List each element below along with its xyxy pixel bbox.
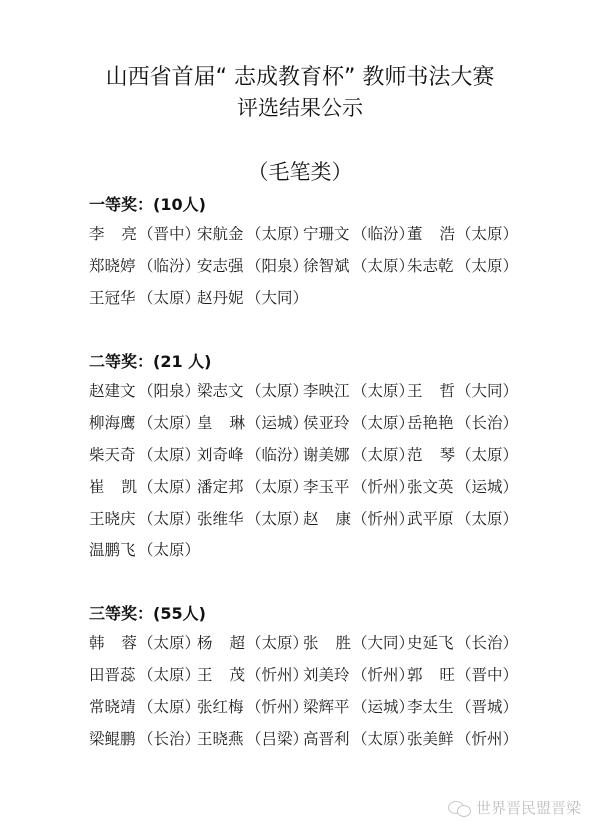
third-prize-row (89, 727, 529, 751)
second-prize-row (89, 379, 529, 403)
watermark (448, 798, 581, 818)
winner-location: （忻州） (352, 510, 415, 528)
winner-name: 梁辉平 (303, 698, 350, 716)
winner-location: （长治） (456, 414, 519, 432)
winner-entry (407, 254, 518, 278)
winner-name: 梁志文 (197, 382, 244, 400)
winner-name: 郭旺 (407, 666, 473, 684)
winner-entry (407, 379, 518, 403)
winner-entry (407, 507, 518, 531)
winner-name: 赵丹妮 (197, 289, 244, 307)
winner-name: 赵康 (303, 510, 369, 528)
winner-entry (197, 663, 308, 687)
winner-entry (407, 663, 518, 687)
winner-name: 董浩 (407, 225, 473, 243)
second-prize-header: 二等奖：(21 人) (89, 352, 212, 371)
third-prize-row (89, 631, 529, 655)
winner-entry (303, 727, 414, 751)
winner-location: （大同） (352, 634, 415, 652)
winner-name: 李玉平 (303, 478, 350, 496)
winner-location: （太原） (246, 478, 309, 496)
winner-entry (197, 475, 308, 499)
winner-name: 张维华 (197, 510, 244, 528)
winner-location: （晋中） (456, 666, 519, 684)
winner-name: 王哲 (407, 382, 473, 400)
document-subtitle: 评选结果公示 (237, 96, 363, 120)
winner-location: （运城） (352, 698, 415, 716)
winner-location: （太原） (138, 634, 201, 652)
winner-name: 李太生 (407, 698, 454, 716)
winner-entry (197, 286, 308, 310)
winner-location: （太原） (138, 446, 201, 464)
second-prize-row (89, 507, 529, 531)
winner-location: （忻州） (246, 698, 309, 716)
winner-name: 张美鲜 (407, 730, 454, 748)
winner-location: （临汾） (138, 257, 201, 275)
winner-entry (303, 695, 414, 719)
winner-entry (89, 695, 200, 719)
winner-location: （临汾） (352, 225, 415, 243)
winner-entry (89, 507, 200, 531)
winner-entry (407, 411, 518, 435)
winner-name: 高晋利 (303, 730, 350, 748)
winner-name: 常晓靖 (89, 698, 136, 716)
winner-location: （太原） (456, 225, 519, 243)
winner-entry (407, 631, 518, 655)
winner-location: （大同） (246, 289, 309, 307)
winner-location: （太原） (246, 382, 309, 400)
winner-location: （忻州） (352, 666, 415, 684)
winner-entry (89, 663, 200, 687)
winner-entry (303, 663, 414, 687)
first-prize-header: 一等奖：(10人) (89, 195, 206, 214)
winner-name: 潘定邦 (197, 478, 244, 496)
winner-location: （太原） (352, 414, 415, 432)
first-prize-row (89, 222, 529, 246)
winner-name: 宋航金 (197, 225, 244, 243)
winner-name: 梁鲲鹏 (89, 730, 136, 748)
third-prize-row (89, 695, 529, 719)
winner-name: 张胜 (303, 634, 369, 652)
winner-entry (407, 443, 518, 467)
winner-name: 皇琳 (197, 414, 263, 432)
winner-name: 王晓庆 (89, 510, 136, 528)
winner-location: （忻州） (246, 666, 309, 684)
winner-entry (197, 631, 308, 655)
winner-entry (303, 254, 414, 278)
winner-location: （吕梁） (246, 730, 309, 748)
first-prize-row (89, 254, 529, 278)
winner-location: （太原） (456, 510, 519, 528)
winner-name: 安志强 (197, 257, 244, 275)
winner-name: 李亮 (89, 225, 155, 243)
category-label: （毛笔类） (247, 160, 353, 184)
winner-location: （太原） (352, 382, 415, 400)
winner-entry (89, 727, 200, 751)
third-prize-row (89, 663, 529, 687)
winner-entry (89, 443, 200, 467)
winner-name: 田晋蕊 (89, 666, 136, 684)
winner-location: （太原） (456, 257, 519, 275)
winner-name: 王冠华 (89, 289, 136, 307)
winner-entry (407, 222, 518, 246)
winner-location: （太原） (138, 289, 201, 307)
winner-location: （忻州） (456, 730, 519, 748)
winner-location: （阳泉） (138, 382, 201, 400)
winner-entry (407, 695, 518, 719)
winner-entry (197, 507, 308, 531)
winner-location: （太原） (138, 541, 201, 559)
winner-location: （太原） (352, 730, 415, 748)
winner-name: 宁珊文 (303, 225, 350, 243)
winner-location: （太原） (352, 446, 415, 464)
winner-name: 范琴 (407, 446, 473, 464)
winner-entry (197, 411, 308, 435)
winner-name: 朱志乾 (407, 257, 454, 275)
winner-location: （太原） (138, 414, 201, 432)
winner-name: 张文英 (407, 478, 454, 496)
winner-name: 崔凯 (89, 478, 155, 496)
winner-entry (303, 411, 414, 435)
winner-location: （太原） (138, 478, 201, 496)
third-prize-header: 三等奖：(55人) (89, 604, 206, 623)
winner-location: （太原） (352, 257, 415, 275)
winner-location: （太原） (246, 225, 309, 243)
winner-entry (407, 475, 518, 499)
winner-entry (197, 254, 308, 278)
winner-name: 史延飞 (407, 634, 454, 652)
winner-location: （大同） (456, 382, 519, 400)
winner-entry (89, 222, 200, 246)
winner-name: 徐智斌 (303, 257, 350, 275)
winner-location: （晋中） (138, 225, 201, 243)
winner-name: 柴天奇 (89, 446, 136, 464)
winner-location: （晋城） (456, 698, 519, 716)
winner-entry (197, 379, 308, 403)
winner-name: 岳艳艳 (407, 414, 454, 432)
second-prize-row (89, 475, 529, 499)
winner-name: 王晓燕 (197, 730, 244, 748)
second-prize-row (89, 443, 529, 467)
winner-name: 武平原 (407, 510, 454, 528)
winner-entry (89, 475, 200, 499)
winner-entry (89, 411, 200, 435)
winner-location: （太原） (138, 666, 201, 684)
winner-entry (197, 222, 308, 246)
winner-location: （运城） (246, 414, 309, 432)
winner-name: 李映江 (303, 382, 350, 400)
winner-entry (89, 254, 200, 278)
winner-entry (303, 631, 414, 655)
winner-name: 刘奇峰 (197, 446, 244, 464)
winner-entry (89, 379, 200, 403)
winner-entry (197, 695, 308, 719)
first-prize-row (89, 286, 529, 310)
winner-name: 王茂 (197, 666, 263, 684)
second-prize-row (89, 411, 529, 435)
watermark-text: 世界晋民盟晋梁 (476, 799, 582, 817)
winner-location: （太原） (456, 446, 519, 464)
winner-location: （太原） (138, 698, 201, 716)
winner-entry (303, 443, 414, 467)
winner-location: （阳泉） (246, 257, 309, 275)
winner-entry (303, 507, 414, 531)
winner-entry (303, 379, 414, 403)
winner-name: 杨超 (197, 634, 263, 652)
winner-name: 柳海鹰 (89, 414, 136, 432)
winner-location: （太原） (138, 510, 201, 528)
winner-entry (89, 286, 200, 310)
document-title: 山西省首届“ 志成教育杯” 教师书法大赛 (105, 65, 495, 90)
winner-name: 谢美娜 (303, 446, 350, 464)
winner-name: 郑晓婷 (89, 257, 136, 275)
winner-entry (407, 727, 518, 751)
wechat-icon (448, 799, 472, 817)
winner-entry (197, 727, 308, 751)
winner-location: （太原） (246, 510, 309, 528)
winner-entry (303, 475, 414, 499)
winner-name: 韩蓉 (89, 634, 155, 652)
winner-location: （长治） (456, 634, 519, 652)
winner-name: 温鹏飞 (89, 541, 136, 559)
winner-name: 张红梅 (197, 698, 244, 716)
winner-name: 刘美玲 (303, 666, 350, 684)
winner-entry (197, 443, 308, 467)
winner-location: （忻州） (352, 478, 415, 496)
winner-name: 侯亚玲 (303, 414, 350, 432)
winner-location: （太原） (246, 634, 309, 652)
winner-entry (89, 631, 200, 655)
winner-name: 赵建文 (89, 382, 136, 400)
winner-location: （运城） (456, 478, 519, 496)
winner-entry (89, 538, 200, 562)
winner-location: （长治） (138, 730, 201, 748)
winner-location: （临汾） (246, 446, 309, 464)
winner-entry (303, 222, 414, 246)
second-prize-row (89, 538, 529, 562)
